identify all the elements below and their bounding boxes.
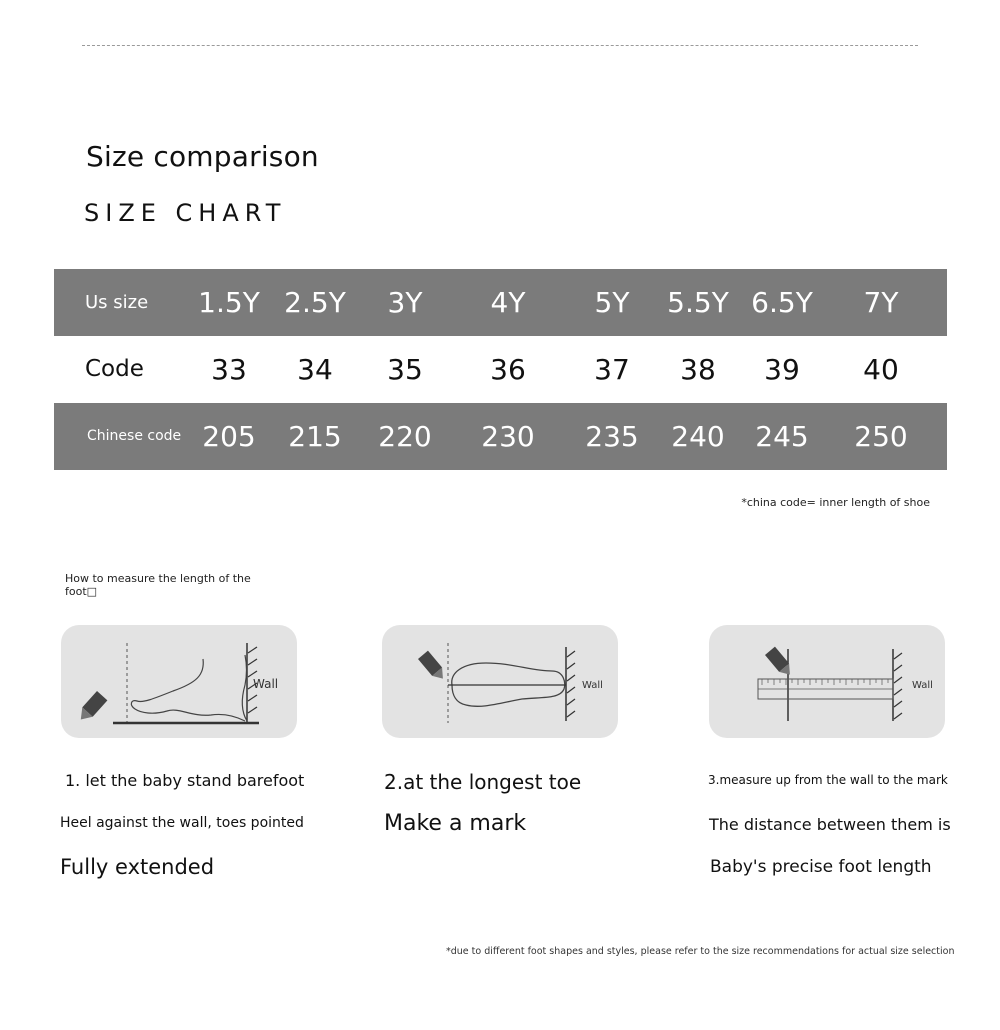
- table-cell: 4Y: [490, 286, 526, 319]
- step1-line2: Heel against the wall, toes pointed: [60, 815, 304, 831]
- table-cell: 38: [680, 353, 716, 386]
- dashed-divider: [82, 45, 918, 46]
- row-label-us-size: Us size: [85, 292, 149, 313]
- wall-label: Wall: [912, 680, 933, 691]
- foot-against-wall-illustration: [61, 625, 297, 738]
- table-cell: 235: [585, 420, 639, 453]
- step2-line2: Make a mark: [384, 811, 527, 836]
- page-subtitle: SIZE CHART: [84, 199, 287, 227]
- table-cell: 230: [481, 420, 535, 453]
- row-label-code: Code: [85, 356, 144, 382]
- row-label-chinese-code: Chinese code: [87, 428, 182, 444]
- size-chart-table: [54, 269, 947, 470]
- table-cell: 245: [755, 420, 809, 453]
- step1-line1: 1. let the baby stand barefoot: [65, 771, 305, 790]
- table-cell: 205: [202, 420, 256, 453]
- table-cell: 7Y: [863, 286, 899, 319]
- step1-line3: Fully extended: [60, 855, 215, 879]
- table-cell: 1.5Y: [198, 286, 260, 319]
- step2-illustration: [382, 625, 618, 738]
- step3-line2: The distance between them is: [709, 815, 951, 834]
- table-cell: 39: [764, 353, 800, 386]
- table-cell: 40: [863, 353, 899, 386]
- table-cell: 2.5Y: [284, 286, 346, 319]
- table-cell: 36: [490, 353, 526, 386]
- table-cell: 33: [211, 353, 247, 386]
- page-title: Size comparison: [86, 140, 319, 173]
- how-to-measure-heading: How to measure the length of the foot□: [65, 572, 251, 598]
- table-cell: 3Y: [387, 286, 423, 319]
- table-cell: 240: [671, 420, 725, 453]
- foot-top-view-illustration: [382, 625, 618, 738]
- table-row-us-size: [54, 269, 947, 336]
- wall-label: Wall: [253, 677, 279, 691]
- table-row-chinese-code: [54, 403, 947, 470]
- step3-line1: 3.measure up from the wall to the mark: [708, 773, 948, 787]
- wall-label: Wall: [582, 680, 603, 691]
- table-cell: 34: [297, 353, 333, 386]
- table-cell: 250: [854, 420, 908, 453]
- ruler-measure-illustration: [709, 625, 945, 738]
- step3-illustration: [709, 625, 945, 738]
- china-code-note: *china code= inner length of shoe: [741, 496, 930, 509]
- step3-line3: Baby's precise foot length: [710, 857, 932, 877]
- table-cell: 215: [288, 420, 342, 453]
- step2-line1: 2.at the longest toe: [384, 770, 582, 794]
- size-selection-disclaimer: *due to different foot shapes and styles, please refer to the size recommendations for actual size selection: [446, 946, 955, 957]
- table-row-code: [54, 336, 947, 403]
- table-cell: 6.5Y: [751, 286, 813, 319]
- table-cell: 5.5Y: [667, 286, 729, 319]
- table-cell: 37: [594, 353, 630, 386]
- step1-illustration: [61, 625, 297, 738]
- table-cell: 220: [378, 420, 432, 453]
- table-cell: 35: [387, 353, 423, 386]
- table-cell: 5Y: [594, 286, 630, 319]
